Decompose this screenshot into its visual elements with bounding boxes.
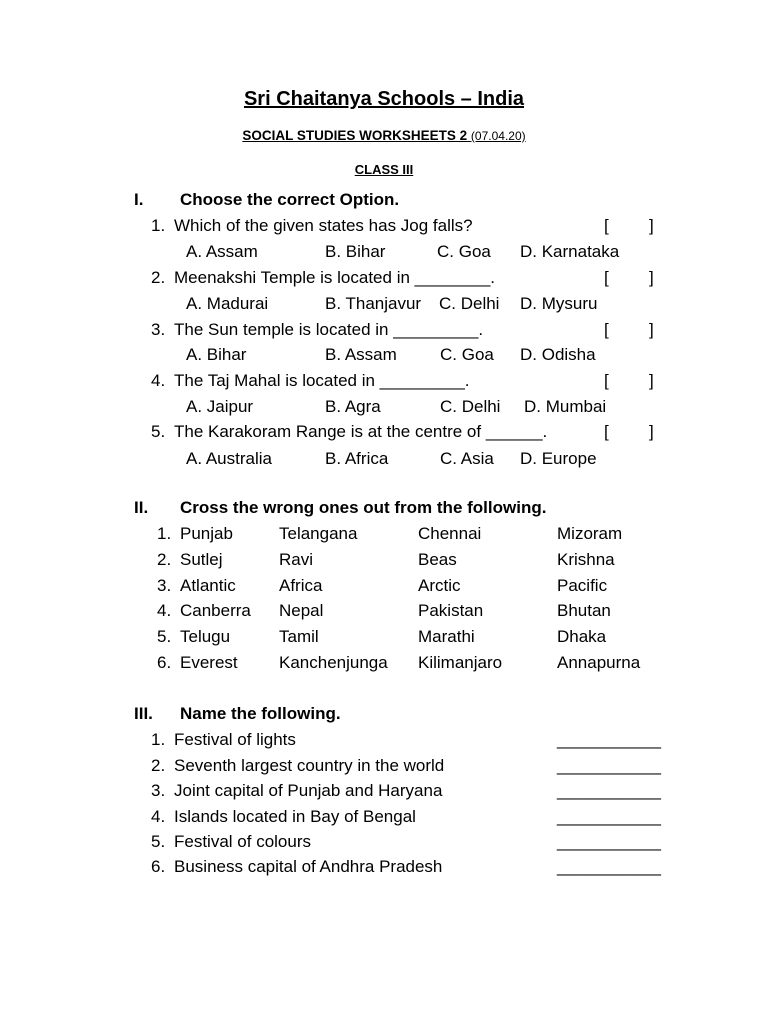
list-row (0, 627, 768, 651)
question-text: Which of the given states has Jog falls? (174, 216, 473, 235)
class-label: CLASS III (354, 162, 414, 177)
list-item: Pakistan (418, 601, 484, 620)
list-item: Africa (279, 576, 323, 595)
row-number: 6. (157, 653, 172, 672)
option: D. Mumbai (524, 397, 607, 416)
option: B. Agra (325, 397, 381, 416)
item-text: Festival of colours (174, 832, 311, 851)
question-number: 1. (151, 216, 166, 235)
subtitle-text: SOCIAL STUDIES WORKSHEETS 2 (242, 128, 468, 143)
name-item-row (0, 857, 768, 881)
item-number: 4. (151, 807, 166, 826)
answer-blank: ___________ (557, 832, 662, 851)
answer-bracket-close: ] (649, 268, 654, 287)
list-row (0, 550, 768, 574)
list-item: Mizoram (557, 524, 623, 543)
list-item: Telangana (279, 524, 358, 543)
option: B. Bihar (325, 242, 386, 261)
row-number: 2. (157, 550, 172, 569)
answer-blank: ___________ (557, 781, 662, 800)
list-item: Sutlej (180, 550, 223, 569)
question-row (0, 268, 768, 292)
answer-blank: ___________ (557, 756, 662, 775)
list-item: Telugu (180, 627, 231, 646)
option: C. Goa (437, 242, 491, 261)
option: D. Karnataka (520, 242, 620, 261)
section-title: Name the following. (180, 704, 341, 723)
section-1-heading (134, 190, 399, 210)
section-numeral: III. (134, 704, 153, 723)
option: A. Bihar (186, 345, 247, 364)
question-row (0, 371, 768, 395)
option: A. Jaipur (186, 397, 254, 416)
answer-bracket-open: [ (604, 422, 609, 441)
list-item: Everest (180, 653, 238, 672)
question-row (0, 422, 768, 446)
item-text: Islands located in Bay of Bengal (174, 807, 416, 826)
item-text: Festival of lights (174, 730, 296, 749)
question-text: Meenakshi Temple is located in ________. (174, 268, 496, 287)
list-row (0, 653, 768, 677)
list-item: Punjab (180, 524, 233, 543)
section-2-heading (134, 498, 546, 518)
item-number: 1. (151, 730, 166, 749)
answer-bracket-open: [ (604, 268, 609, 287)
worksheet-subtitle (0, 128, 768, 143)
section-numeral: II. (134, 498, 149, 517)
answer-bracket-open: [ (604, 320, 609, 339)
list-item: Nepal (279, 601, 324, 620)
option: A. Madurai (186, 294, 269, 313)
option: A. Assam (186, 242, 258, 261)
name-item-row (0, 807, 768, 831)
list-item: Arctic (418, 576, 461, 595)
list-item: Pacific (557, 576, 608, 595)
list-item: Beas (418, 550, 457, 569)
options-row (0, 397, 768, 421)
option: B. Assam (325, 345, 397, 364)
row-number: 4. (157, 601, 172, 620)
name-item-row (0, 781, 768, 805)
option: D. Odisha (520, 345, 596, 364)
option: B. Africa (325, 449, 389, 468)
item-number: 2. (151, 756, 166, 775)
question-text: The Taj Mahal is located in _________. (174, 371, 470, 390)
list-item: Canberra (180, 601, 251, 620)
name-item-row (0, 730, 768, 754)
option: C. Delhi (440, 397, 501, 416)
name-item-row (0, 832, 768, 856)
item-number: 6. (151, 857, 166, 876)
list-item: Atlantic (180, 576, 236, 595)
answer-bracket-close: ] (649, 371, 654, 390)
worksheet-date: (07.04.20) (470, 129, 526, 143)
question-number: 2. (151, 268, 166, 287)
option: C. Delhi (439, 294, 500, 313)
options-row (0, 449, 768, 473)
list-item: Annapurna (557, 653, 641, 672)
option: B. Thanjavur (325, 294, 422, 313)
question-text: The Karakoram Range is at the centre of ______. (174, 422, 548, 441)
item-number: 5. (151, 832, 166, 851)
name-item-row (0, 756, 768, 780)
list-item: Tamil (279, 627, 319, 646)
section-numeral: I. (134, 190, 144, 209)
question-number: 5. (151, 422, 166, 441)
item-text: Business capital of Andhra Pradesh (174, 857, 443, 876)
option: D. Europe (520, 449, 597, 468)
question-text: The Sun temple is located in _________. (174, 320, 484, 339)
list-item: Ravi (279, 550, 314, 569)
section-3-heading (134, 704, 341, 724)
option: D. Mysuru (520, 294, 598, 313)
answer-blank: ___________ (557, 857, 662, 876)
section-title: Cross the wrong ones out from the following. (180, 498, 547, 517)
answer-bracket-open: [ (604, 371, 609, 390)
answer-blank: ___________ (557, 730, 662, 749)
list-item: Marathi (418, 627, 475, 646)
row-number: 5. (157, 627, 172, 646)
item-text: Seventh largest country in the world (174, 756, 445, 775)
question-number: 3. (151, 320, 166, 339)
answer-bracket-close: ] (649, 216, 654, 235)
option: C. Asia (440, 449, 494, 468)
list-item: Bhutan (557, 601, 611, 620)
options-row (0, 294, 768, 318)
worksheet-title: Sri Chaitanya Schools – India (243, 88, 525, 110)
list-row (0, 524, 768, 548)
answer-bracket-open: [ (604, 216, 609, 235)
question-row (0, 320, 768, 344)
list-row (0, 576, 768, 600)
item-number: 3. (151, 781, 166, 800)
answer-bracket-close: ] (649, 422, 654, 441)
row-number: 1. (157, 524, 172, 543)
list-item: Kanchenjunga (279, 653, 388, 672)
list-item: Krishna (557, 550, 615, 569)
list-item: Kilimanjaro (418, 653, 503, 672)
option: C. Goa (440, 345, 494, 364)
section-title: Choose the correct Option. (180, 190, 400, 209)
option: A. Australia (186, 449, 272, 468)
answer-blank: ___________ (557, 807, 662, 826)
options-row (0, 242, 768, 266)
options-row (0, 345, 768, 369)
question-number: 4. (151, 371, 166, 390)
list-row (0, 601, 768, 625)
item-text: Joint capital of Punjab and Haryana (174, 781, 443, 800)
row-number: 3. (157, 576, 172, 595)
list-item: Chennai (418, 524, 482, 543)
answer-bracket-close: ] (649, 320, 654, 339)
question-row (0, 216, 768, 240)
list-item: Dhaka (557, 627, 607, 646)
